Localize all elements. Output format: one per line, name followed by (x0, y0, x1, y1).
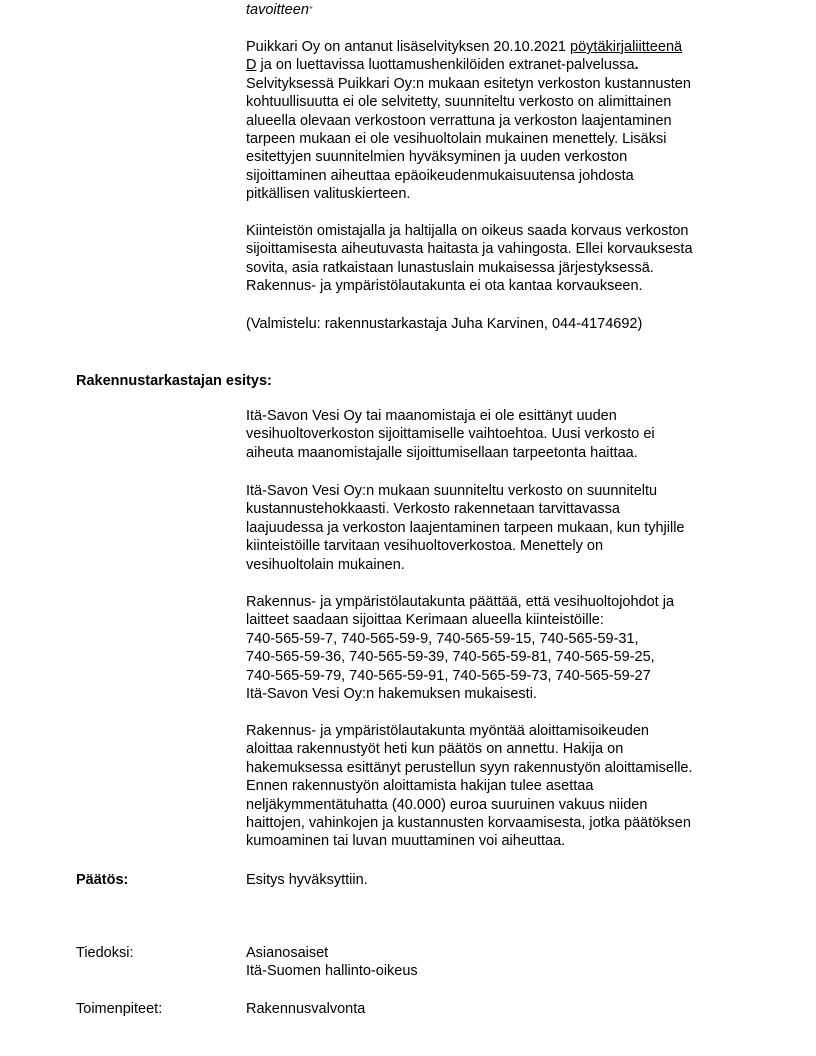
puikkari-rest: Selvityksessä Puikkari Oy:n mukaan esitetyn verkoston kustannusten kohtuullisuutta ei ole selvitetty, suunniteltu verkosto on alimittainen alueella olevaan verkostoon verrattuna ja verkoston laajentaminen tarpeen mukaan ei ole vesihuoltolain mukainen menettely. Lisäksi esitettyjen suunnitelmien hyväksyminen ja uuden verkoston sijoittaminen aiheuttaa epäoikeudenmukaisuutensa johdosta pitkällisen valituskierteen. (246, 75, 691, 203)
notice-label: Tiedoksi: (76, 945, 134, 961)
proposal-paragraph-1 (246, 407, 766, 462)
compensation-text: Kiinteistön omistajalla ja haltijalla on oikeus saada korvaus verkoston sijoittamisesta aiheutuvasta haitasta ja vahingosta. Ellei korvauksesta sovita, asia ratkaistaan lunastuslain mukaisessa järjestyksessä. Rakennus- ja ympäristölautakunta ei ota kantaa korvaukseen. (246, 223, 693, 295)
proposal-p4-text: Rakennus- ja ympäristölautakunta myöntää aloittamisoikeuden aloittaa rakennustyöt heti kun päätös on annettu. Hakija on hakemuksessa esittänyt perustellun syyn rakennustyön aloittamiselle. Ennen rakennustyön aloittamista hakijan tulee asettaa neljäkymmentätuhatta (40.000) euroa suuruinen vakuus niiden haittojen, vahinkojen ja kustannusten korvaamisesta, jotka päätöksen kumoaminen tai luvan muuttaminen voi aiheuttaa. (246, 723, 693, 850)
proposal-heading: Rakennustarkastajan esitys: (76, 373, 272, 389)
preparation-note (246, 315, 766, 333)
intro-tail (246, 1, 766, 19)
actions-value: Rakennusvalvonta (246, 1001, 366, 1017)
notice-value (246, 944, 766, 981)
proposal-paragraph-3 (246, 593, 766, 703)
decision-label: Päätös: (76, 872, 129, 888)
intro-tail-mark: " (308, 5, 313, 15)
puikkari-lead: Puikkari Oy on antanut lisäselvityksen 20.10.2021 (246, 39, 571, 55)
attachment-link[interactable]: pöytäkirjaliitteenä D (246, 39, 683, 74)
proposal-p1-text: Itä-Savon Vesi Oy tai maanomistaja ei ole esittänyt uuden vesihuoltoverkoston sijoittamiselle vaihtoehtoa. Uusi verkosto ei aiheuta maanomistajalle sijoittumisellaan tarpeetonta haittaa. (246, 408, 655, 461)
actions-label: Toimenpiteet: (76, 1001, 163, 1017)
puikkari-dot: . (634, 57, 639, 74)
intro-tail-text: tavoitteen (246, 2, 309, 18)
proposal-p2-text: Itä-Savon Vesi Oy:n mukaan suunniteltu verkosto on suunniteltu kustannustehokkaasti. Verkosto rakennetaan tarvittavassa laajuudessa ja verkoston laajentaminen tarpeen mukaan, kun tyhjille kiinteistöille tarvitaan vesihuoltoverkostoa. Menettely on vesihuoltolain mukainen. (246, 483, 685, 573)
proposal-paragraph-4 (246, 722, 766, 851)
decision-value: Esitys hyväksyttiin. (246, 872, 368, 888)
proposal-p3-text: Rakennus- ja ympäristölautakunta päättää, että vesihuoltojohdot ja laitteet saadaan sijoittaa Kerimaan alueella kiinteistöille: 740-565-59-7, 740-565-59-9, 740-565-59-15, 740-565-59-31, 740-565-59-36, 740-565-59-39, 740-565-59-81, 740-565-59-25, 740-565-59-79, 740-565-59-91, 740-565-59-73, 740-565-59-27 Itä-Savon Vesi Oy:n hakemuksen mukaisesti. (246, 594, 675, 703)
compensation-paragraph (246, 222, 766, 296)
preparation-text: (Valmistelu: rakennustarkastaja Juha Karvinen, 044-4174692) (246, 316, 643, 332)
puikkari-after-link: ja on luettavissa luottamushenkilöiden extranet-palvelussa (256, 57, 635, 74)
notice-recipients: Asianosaiset Itä-Suomen hallinto-oikeus (246, 945, 418, 980)
puikkari-paragraph (246, 38, 766, 204)
proposal-paragraph-2 (246, 482, 766, 574)
